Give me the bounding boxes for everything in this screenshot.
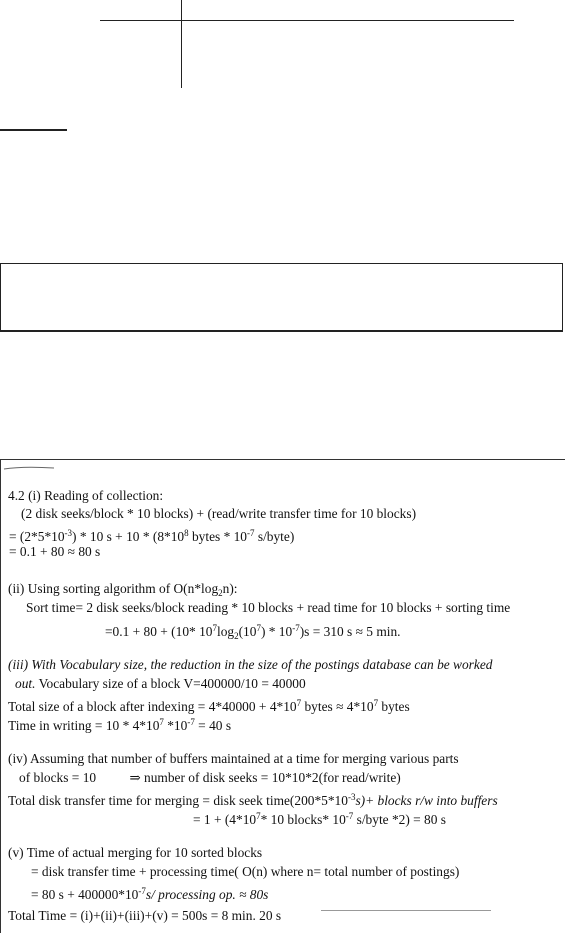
line-v-result: = 80 $s + 400000*10^{-7}s/$ processing op. ≈ 80s [31, 886, 269, 902]
line-iii-vocab: out. Vocabulary size of a block V=400000/10 = 40000 [15, 676, 306, 691]
line-iii-heading: (iii) With Vocabulary size, the reduction in the size of the postings database can be worked [8, 657, 493, 672]
empty-answer-box [0, 263, 563, 332]
line-i-substitution: = $(2*5*10^{-3}) * 10$ $s + 10 * (8*10^8$ bytes * $10^{-7}$ s/byte) [9, 528, 295, 544]
line-4-2-heading: 4.2 (i) Reading of collection: [8, 488, 164, 503]
line-total-time: Total Time = (i)+(ii)+(iii)+(v) = 500s = 8 min. 20 s [8, 908, 282, 923]
line-iv-transfer: Total disk transfer time for merging = disk seek $time(200*5*10^{-3}s)+$ blocks r/w into buffers [8, 792, 498, 808]
line-iii-block-size: Total size of a block after indexing = $4*40000 + 4*10^7$ bytes ≈ $4*10^7$ bytes [8, 698, 410, 714]
line-v-heading: (v) Time of actual merging for 10 sorted blocks [8, 845, 263, 860]
line-iii-writing-time: Time in writing = $10 * 4*10^7$ $*10^{-7} = 40$ s [8, 717, 232, 733]
heading-underline [0, 129, 67, 131]
pen-underline-mark [321, 910, 491, 911]
line-ii-heading: (ii) Using sorting algorithm of $O(n*\log_2n)$: [8, 581, 238, 598]
line-i-expression: (2 disk seeks/block * 10 blocks) + (read/write transfer time for 10 blocks) [21, 506, 417, 521]
line-ii-sort-time: Sort time= 2 disk seeks/block reading * 10 blocks + read time for 10 blocks + sorting time [26, 600, 511, 615]
top-vertical-rule [181, 0, 182, 88]
pen-scratch-mark [3, 465, 55, 471]
line-iv-result: = $1 + (4*10^7*$ 10 blocks* $10^{-7}$ s/byte *2) = 80 s [193, 811, 447, 827]
top-horizontal-rule [100, 20, 514, 21]
line-iv-seeks: of blocks = 10 ⇒ number of disk seeks = 10*10*2(for read/write) [19, 770, 401, 785]
line-i-result: = 0.1 + 80 ≈ 80 s [9, 544, 101, 559]
line-iv-heading: (iv) Assuming that number of buffers maintained at a time for merging various parts [8, 751, 459, 766]
scanned-solution [0, 459, 565, 933]
line-v-formula: = disk transfer time + processing time( O(n) where n= total number of postings) [31, 864, 460, 879]
line-ii-result: =0.1 + 80 + (10* $10^7\log_2(10^7) * 10^{-7})s = 310$ s ≈ 5 min. [105, 623, 401, 641]
